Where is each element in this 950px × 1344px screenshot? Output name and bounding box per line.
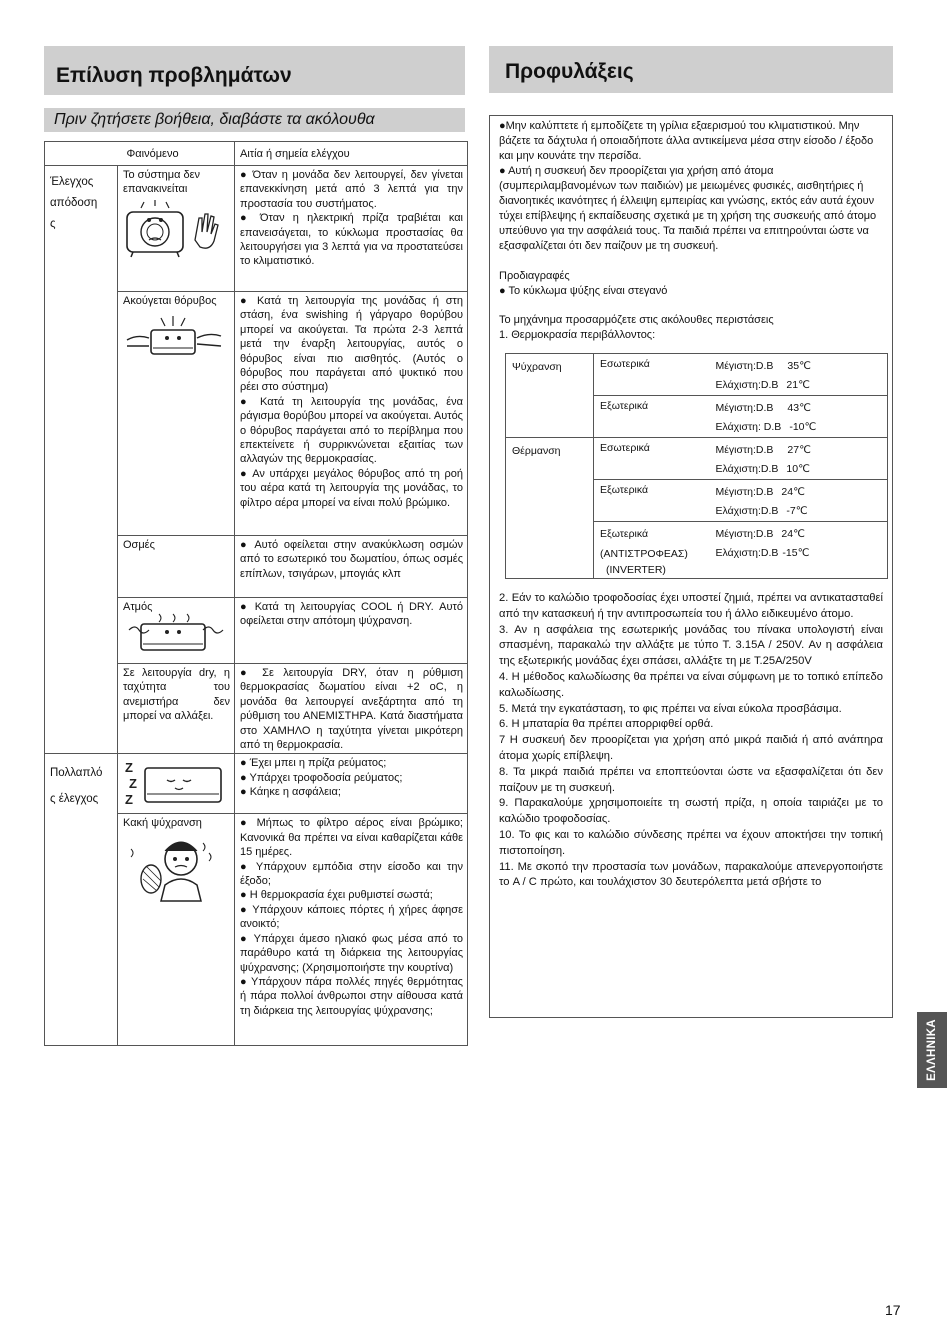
cause-cell: ● Όταν η μονάδα δεν λειτουργεί, δεν γίνεται επανεκκίνηση μετά από 3 λεπτά για την προστασία του συστήματος. ● Όταν η ηλεκτρική πρίζα τραβιέται και επανεισάγεται, το κύκλωμα προστασίας θα λειτουργήσει για 3 λεπτά για να προστατεύσει το κλιματιστικό. xyxy=(235,166,468,292)
indoor-label: Εσωτερικά xyxy=(594,354,710,396)
unit-hand-icon xyxy=(123,200,227,258)
ambient-temperature-table xyxy=(505,353,888,579)
precautions-box xyxy=(489,115,893,1018)
spec-row xyxy=(506,438,888,480)
phenomenon-cell: Κακή ψύχρανση xyxy=(118,814,235,1046)
precaution-item: 7 Η συσκευή δεν προορίζεται για χρήση από μικρά παιδιά ή από ανάπηρα άτομα χωρίς επίβλεψη. xyxy=(499,734,883,762)
precaution-item: 3. Αν η ασφάλεια της εσωτερικής μονάδας του πίνακα υπολογιστή είναι σπασμένη, παρακαλώ την αλλάξτε με τύπο Τ. 3.15A / 250V. Αν η ασφάλεια της εξωτερικής μονάδας έχει σπάσει, αλλάξτε τη με T.25A/250V xyxy=(499,623,883,668)
specs-line: ● Το κύκλωμα ψύξης είναι στεγανό xyxy=(499,285,668,297)
precaution-item: 2. Εάν το καλώδιο τροφοδοσίας έχει υποστεί ζημιά, πρέπει να αντικατασταθεί από την κατασκευή ή την αντιπροσωπεία του ή άλλο ειδικευμένο άτομο. xyxy=(499,592,883,620)
category-performance: Έλεγχος απόδοση ς xyxy=(45,166,118,754)
table-row xyxy=(45,754,468,814)
limits-cell: Μέγιστη:D.B 24℃ Ελάχιστη:D.B -7℃ xyxy=(710,480,888,522)
phenomenon-cell: Το σύστημα δεν επανακινείται xyxy=(118,166,235,292)
precaution-item: 6. Η μπαταρία θα πρέπει απορριφθεί ορθά. xyxy=(499,718,714,731)
precautions-title: Προφυλάξεις xyxy=(489,46,893,93)
cause-cell: ● Κατά τη λειτουργία της μονάδας ή στη στάση, ένα swishing ή γάργαρο θορύβου μπορεί να ακούγεται. Τα πρώτα 2-3 λεπτά μετά την έναρξη λειτουργίας, αυτός ο θόρυβος είναι πιο αισθητός. (Αυτός ο θόρυβος που παράγεται από ψυκτικό που ρέει στο σύστημα) ● Κατά τη λειτουργία της μονάδας, ένα ράγισμα θορύβου μπορεί να ακούγεται. Αυτός ο θόρυβος παράγεται από το περίβλημα που επεκτείνετε ή συρρικνώνεται εξαιτίας των αλλαγών της θερμοκρασίας. ● Αν υπάρχει μεγάλος θόρυβος από τη ροή του αέρα κατά τη λειτουργία της μονάδας, το φίλτρο αέρα μπορεί να είναι πολύ βρώμικο. xyxy=(235,292,468,536)
precaution-intro: ●Μην καλύπτετε ή εμποδίζετε τη γρίλια εξαερισμού του κλιματιστικού. Μην βάζετε τα δάχτυλα ή οποιαδήποτε άλλα αντικείμενα μέσα στην είσοδο / έξοδο και μην κουνάτε την περσίδα. xyxy=(499,120,874,162)
precaution-item: 4. Η μέθοδος καλωδίωσης θα πρέπει να είναι σύμφωνη με το τοπικό επίπεδο καλωδίωσης. xyxy=(499,670,883,699)
phenomenon-cell: Ακούγεται θόρυβος xyxy=(118,292,235,536)
precaution-item: 11. Με σκοπό την προστασία των μονάδων, παρακαλούμε απενεργοποιήστε το A / C πρώτο, και τουλάχιστον 30 δευτερόλεπτα μετά σβήστε το xyxy=(499,860,883,889)
precaution-warning: ● Αυτή η συσκευή δεν προορίζεται για χρήση από άτομα (συμπεριλαμβανομένων των παιδιών) με μειωμένες φυσικές, αισθητήριες ή διανοητικές ικανότητες ή έλλειψη εμπειρίας και γνώσης, εκτός εάν αυτά έχουν τύχει επίβλεψης ή εκπαίδευσης σχετικά με τη χρήση της συσκευής από άτομο υπεύθυνο για την ασφάλειά τους. Τα παιδιά πρέπει να επιτηρούνται ώστε να εξασφαλίζεται ότι δεν παίζουν με τη συσκευή. xyxy=(499,165,877,252)
cause-cell: ● Έχει μπει η πρίζα ρεύματος; ● Υπάρχει τροφοδοσία ρεύματος; ● Κάηκε η ασφάλεια; xyxy=(235,754,468,814)
svg-text:Z: Z xyxy=(129,776,137,792)
ambient-temp-item: 1. Θερμοκρασία περιβάλλοντος: xyxy=(499,329,656,341)
page-number: 17 xyxy=(885,1302,901,1318)
table-row xyxy=(45,166,468,292)
indoor-label: Εσωτερικά xyxy=(594,438,710,480)
precaution-item: 10. Το φις και το καλώδιο σύνδεσης πρέπει να έχουν αποκτήσει την τοπική πιστοποίηση. xyxy=(499,828,883,857)
phenomenon-cell: Οσμές xyxy=(118,536,235,598)
precaution-item: 5. Μετά την εγκατάσταση, το φις πρέπει να είναι εύκολα προσβάσιμα. xyxy=(499,702,842,715)
cause-cell: ● Κατά τη λειτουργίας COOL ή DRY. Αυτό οφείλεται στην απότομη ψύχρανση. xyxy=(235,598,468,664)
cause-header: Αιτία ή σημεία ελέγχου xyxy=(235,142,468,166)
spec-row xyxy=(506,354,888,396)
phenomenon-cell xyxy=(118,754,235,814)
hot-person-icon xyxy=(123,833,227,903)
outdoor-label: Εξωτερικά xyxy=(594,480,710,522)
phenomenon-cell: Σε λειτουργία dry, η ταχύτητα του ανεμιστήρα δεν μπορεί να αλλάξει. xyxy=(118,664,235,754)
limits-cell: Μέγιστη:D.B 27℃ Ελάχιστη:D.B 10℃ xyxy=(710,438,888,480)
noisy-unit-icon xyxy=(123,314,227,360)
precaution-item: 9. Παρακαλούμε χρησιμοποιείτε τη σωστή πρίζα, η οποία ταιριάζει με το καλώδιο τροφοδοσίας. xyxy=(499,797,883,826)
precaution-item: 8. Τα μικρά παιδιά πρέπει να εποπτεύονται ώστε να εξασφαλίζεται ότι δεν παίζουν με τη συσκευή. xyxy=(499,765,883,794)
outdoor-inverter-label: Εξωτερικά (ΑΝΤΙΣΤΡΟΦΕΑΣ) (INVERTER) xyxy=(594,522,710,579)
steam-unit-icon xyxy=(123,612,227,656)
language-tab: ΕΛΛΗΝΙΚΑ xyxy=(917,1012,947,1088)
phenomenon-header: Φαινόμενο xyxy=(118,142,235,166)
cause-cell: ● Αυτό οφείλεται στην ανακύκλωση οσμών από το εσωτερικό του δωματίου, όπως οσμές επίπλων, τσιγάρων, μπογιάς κλπ xyxy=(235,536,468,598)
cause-cell: ● Μήπως το φίλτρο αέρος είναι βρώμικο; Κανονικά θα πρέπει να είναι καθαρίζεται κάθε 15 ημέρες. ● Υπάρχουν εμπόδια στην είσοδο και την έξοδο; ● Η θερμοκρασία έχει ρυθμιστεί σωστά; ● Υπάρχουν κάποιες πόρτες ή χήρες άφησε ανοικτό; ● Υπάρχει άμεσο ηλιακό φως μέσα από το παράθυρο κατά τη διάρκεια της λειτουργίας ψύχρανσης; (Χρησιμοποιήστε την κουρτίνα) ● Υπάρχουν πάρα πολλές πηγές θερμότητας ή πάρα πολλοί άνθρωποι στην αίθουσα κατά τη διάρκεια της λειτουργίας ψύχρανσης; xyxy=(235,814,468,1046)
specs-title: Προδιαγραφές xyxy=(499,270,570,282)
phenomenon-cell: Ατμός xyxy=(118,598,235,664)
limits-cell: Μέγιστη:D.B 35℃ Ελάχιστη:D.B 21℃ xyxy=(710,354,888,396)
troubleshooting-subtitle: Πριν ζητήσετε βοήθεια, διαβάστε τα ακόλουθα xyxy=(44,108,465,132)
table-header-row xyxy=(45,142,468,166)
svg-text:Z: Z xyxy=(125,760,133,776)
fits-line: Το μηχάνημα προσαρμόζετε στις ακόλουθες περιστάσεις xyxy=(499,314,774,326)
outdoor-label: Εξωτερικά xyxy=(594,396,710,438)
sleeping-unit-icon xyxy=(123,758,227,810)
cooling-label: Ψύχρανση xyxy=(506,354,594,438)
precaution-items xyxy=(499,591,883,891)
svg-text:Z: Z xyxy=(125,792,133,808)
heating-label: Θέρμανση xyxy=(506,438,594,579)
limits-cell: Μέγιστη:D.B 24℃ Ελάχιστη:D.B -15℃ xyxy=(710,522,888,579)
category-multiple: Πολλαπλό ς έλεγχος xyxy=(45,754,118,1046)
limits-cell: Μέγιστη:D.B 43℃ Ελάχιστη: D.B -10℃ xyxy=(710,396,888,438)
troubleshooting-table xyxy=(44,141,468,1046)
troubleshooting-title: Επίλυση προβλημάτων xyxy=(44,46,465,95)
cause-cell: ● Σε λειτουργία DRY, όταν η ρύθμιση θερμοκρασίας δωματίου είναι +2 oC, η μονάδα θα λειτουργεί ανεξάρτητα από τη ρύθμιση του ΑΝΕΜΙΣΤΗΡΑ. Κατά διαστήματα στο ΧΑΜΗΛΟ η ταχύτητα γίνεται μικρότερη από τη θερμοκρασία. xyxy=(235,664,468,754)
